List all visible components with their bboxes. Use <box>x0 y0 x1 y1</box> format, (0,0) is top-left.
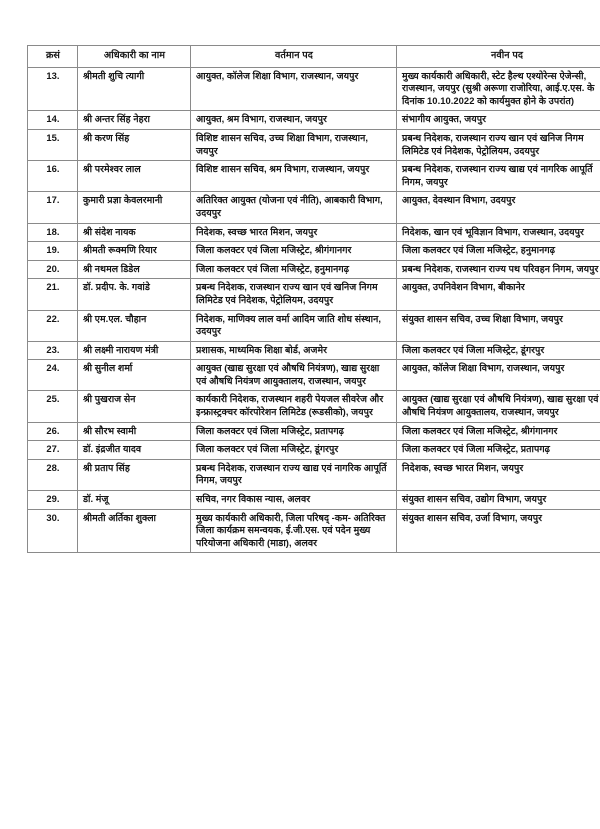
cell-current-post: जिला कलक्टर एवं जिला मजिस्ट्रेट, श्रीगंगानगर <box>191 242 397 261</box>
cell-current-post: जिला कलक्टर एवं जिला मजिस्ट्रेट, हनुमानगढ़ <box>191 260 397 279</box>
table-row <box>28 360 600 391</box>
cell-new-post: आयुक्त, उपनिवेशन विभाग, बीकानेर <box>397 279 600 310</box>
table-row <box>28 391 600 422</box>
cell-serial-number: 13. <box>28 67 78 111</box>
cell-serial-number: 20. <box>28 260 78 279</box>
cell-serial-number: 14. <box>28 111 78 130</box>
cell-new-post: जिला कलक्टर एवं जिला मजिस्ट्रेट, हनुमानगढ़ <box>397 242 600 261</box>
cell-officer-name: डॉ. मंजू <box>78 491 191 510</box>
cell-current-post: सचिव, नगर विकास न्यास, अलवर <box>191 491 397 510</box>
cell-serial-number: 27. <box>28 441 78 460</box>
cell-officer-name: श्री अन्तर सिंह नेहरा <box>78 111 191 130</box>
cell-new-post: आयुक्त, देवस्थान विभाग, उदयपुर <box>397 192 600 223</box>
officer-transfer-table <box>27 45 600 553</box>
cell-serial-number: 15. <box>28 129 78 160</box>
cell-serial-number: 23. <box>28 341 78 360</box>
cell-current-post: विशिष्ट शासन सचिव, उच्च शिक्षा विभाग, राजस्थान, जयपुर <box>191 129 397 160</box>
cell-serial-number: 18. <box>28 223 78 242</box>
cell-officer-name: डॉ. इंद्रजीत यादव <box>78 441 191 460</box>
cell-new-post: संयुक्त शासन सचिव, उर्जा विभाग, जयपुर <box>397 509 600 553</box>
table-row <box>28 422 600 441</box>
cell-serial-number: 16. <box>28 161 78 192</box>
cell-new-post: संयुक्त शासन सचिव, उद्योग विभाग, जयपुर <box>397 491 600 510</box>
cell-officer-name: श्रीमती रूक्मणि रियार <box>78 242 191 261</box>
cell-serial-number: 17. <box>28 192 78 223</box>
cell-current-post: जिला कलक्टर एवं जिला मजिस्ट्रेट, प्रतापगढ़ <box>191 422 397 441</box>
table-row <box>28 111 600 130</box>
cell-serial-number: 19. <box>28 242 78 261</box>
table-row <box>28 341 600 360</box>
table-row <box>28 192 600 223</box>
cell-officer-name: श्री प्रताप सिंह <box>78 459 191 490</box>
cell-current-post: प्रशासक, माध्यमिक शिक्षा बोर्ड, अजमेर <box>191 341 397 360</box>
cell-current-post: निदेशक, स्वच्छ भारत मिशन, जयपुर <box>191 223 397 242</box>
cell-officer-name: श्री लक्ष्मी नारायण मंत्री <box>78 341 191 360</box>
cell-officer-name: श्री परमेश्वर लाल <box>78 161 191 192</box>
cell-current-post: प्रबन्ध निदेशक, राजस्थान राज्य खान एवं खनिज निगम लिमिटेड एवं निदेशक, पेट्रोलियम, उदयपुर <box>191 279 397 310</box>
cell-current-post: आयुक्त, कॉलेज शिक्षा विभाग, राजस्थान, जयपुर <box>191 67 397 111</box>
column-header-new-post: नवीन पद <box>397 46 600 68</box>
cell-current-post: अतिरिक्त आयुक्त (योजना एवं नीति), आबकारी विभाग, उदयपुर <box>191 192 397 223</box>
cell-new-post: प्रबन्ध निदेशक, राजस्थान राज्य खान एवं खनिज निगम लिमिटेड एवं निदेशक, पेट्रोलियम, उदयपुर <box>397 129 600 160</box>
cell-new-post: आयुक्त, कॉलेज शिक्षा विभाग, राजस्थान, जयपुर <box>397 360 600 391</box>
cell-new-post: जिला कलक्टर एवं जिला मजिस्ट्रेट, डूंगरपुर <box>397 341 600 360</box>
cell-serial-number: 25. <box>28 391 78 422</box>
cell-new-post: संयुक्त शासन सचिव, उच्च शिक्षा विभाग, जयपुर <box>397 310 600 341</box>
column-header-serial-number: क्रसं <box>28 46 78 68</box>
cell-new-post: आयुक्त (खाद्य सुरक्षा एवं औषधि नियंत्रण), खाद्य सुरक्षा एवं औषधि नियंत्रण आयुक्तालय, राजस्थान, जयपुर <box>397 391 600 422</box>
table-row <box>28 509 600 553</box>
cell-officer-name: कुमारी प्रज्ञा केवलरमानी <box>78 192 191 223</box>
cell-new-post: जिला कलक्टर एवं जिला मजिस्ट्रेट, श्रीगंगानगर <box>397 422 600 441</box>
cell-current-post: आयुक्त, श्रम विभाग, राजस्थान, जयपुर <box>191 111 397 130</box>
table-row <box>28 279 600 310</box>
table-row <box>28 67 600 111</box>
table-row <box>28 129 600 160</box>
cell-new-post: मुख्य कार्यकारी अधिकारी, स्टेट हैल्थ एश्योरेन्स ऐजेन्सी, राजस्थान, जयपुर (सुश्री अरूणा राजोरिया, आई.ए.एस. के दिनांक 10.10.2022 को कार्यमुक्त होने के उपरांत) <box>397 67 600 111</box>
cell-current-post: मुख्य कार्यकारी अधिकारी, जिला परिषद् -कम- अतिरिक्त जिला कार्यक्रम समन्वयक, ई.जी.एस. एवं पदेन मुख्य परियोजना अधिकारी (माडा), अलवर <box>191 509 397 553</box>
cell-serial-number: 21. <box>28 279 78 310</box>
cell-officer-name: डॉ. प्रदीप. के. गवांडे <box>78 279 191 310</box>
cell-officer-name: श्री करण सिंह <box>78 129 191 160</box>
cell-new-post: जिला कलक्टर एवं जिला मजिस्ट्रेट, प्रतापगढ़ <box>397 441 600 460</box>
cell-officer-name: श्रीमती अर्तिका शुक्ला <box>78 509 191 553</box>
cell-current-post: विशिष्ट शासन सचिव, श्रम विभाग, राजस्थान, जयपुर <box>191 161 397 192</box>
cell-new-post: निदेशक, स्वच्छ भारत मिशन, जयपुर <box>397 459 600 490</box>
table-row <box>28 260 600 279</box>
table-row <box>28 223 600 242</box>
cell-new-post: प्रबन्ध निदेशक, राजस्थान राज्य खाद्य एवं नागरिक आपूर्ति निगम, जयपुर <box>397 161 600 192</box>
cell-current-post: निदेशक, माणिक्य लाल वर्मा आदिम जाति शोध संस्थान, उदयपुर <box>191 310 397 341</box>
cell-current-post: कार्यकारी निदेशक, राजस्थान शहरी पेयजल सीवरेज और इन्फ्रास्ट्रक्चर कॉरपोरेशन लिमिटेड (रूडसीको), जयपुर <box>191 391 397 422</box>
cell-officer-name: श्री संदेश नायक <box>78 223 191 242</box>
cell-serial-number: 22. <box>28 310 78 341</box>
cell-current-post: आयुक्त (खाद्य सुरक्षा एवं औषधि नियंत्रण), खाद्य सुरक्षा एवं औषधि नियंत्रण आयुक्तालय, राजस्थान, जयपुर <box>191 360 397 391</box>
cell-officer-name: श्री सौरभ स्वामी <box>78 422 191 441</box>
cell-current-post: प्रबन्ध निदेशक, राजस्थान राज्य खाद्य एवं नागरिक आपूर्ति निगम, जयपुर <box>191 459 397 490</box>
table-row <box>28 242 600 261</box>
cell-officer-name: श्री पुखराज सेन <box>78 391 191 422</box>
table-row <box>28 310 600 341</box>
column-header-current-post: वर्तमान पद <box>191 46 397 68</box>
cell-serial-number: 30. <box>28 509 78 553</box>
column-header-officer-name: अधिकारी का नाम <box>78 46 191 68</box>
cell-new-post: प्रबन्ध निदेशक, राजस्थान राज्य पथ परिवहन निगम, जयपुर <box>397 260 600 279</box>
table-row <box>28 491 600 510</box>
table-body <box>28 67 600 553</box>
cell-serial-number: 24. <box>28 360 78 391</box>
cell-officer-name: श्री एम.एल. चौहान <box>78 310 191 341</box>
table-header <box>28 46 600 68</box>
cell-officer-name: श्री सुनील शर्मा <box>78 360 191 391</box>
cell-new-post: संभागीय आयुक्त, जयपुर <box>397 111 600 130</box>
table-row <box>28 441 600 460</box>
cell-new-post: निदेशक, खान एवं भूविज्ञान विभाग, राजस्थान, उदयपुर <box>397 223 600 242</box>
cell-serial-number: 28. <box>28 459 78 490</box>
table-header-row <box>28 46 600 68</box>
table-row <box>28 459 600 490</box>
cell-officer-name: श्री नथमल डिडेल <box>78 260 191 279</box>
cell-serial-number: 26. <box>28 422 78 441</box>
table-row <box>28 161 600 192</box>
cell-serial-number: 29. <box>28 491 78 510</box>
cell-officer-name: श्रीमती शुचि त्यागी <box>78 67 191 111</box>
cell-current-post: जिला कलक्टर एवं जिला मजिस्ट्रेट, डूंगरपुर <box>191 441 397 460</box>
